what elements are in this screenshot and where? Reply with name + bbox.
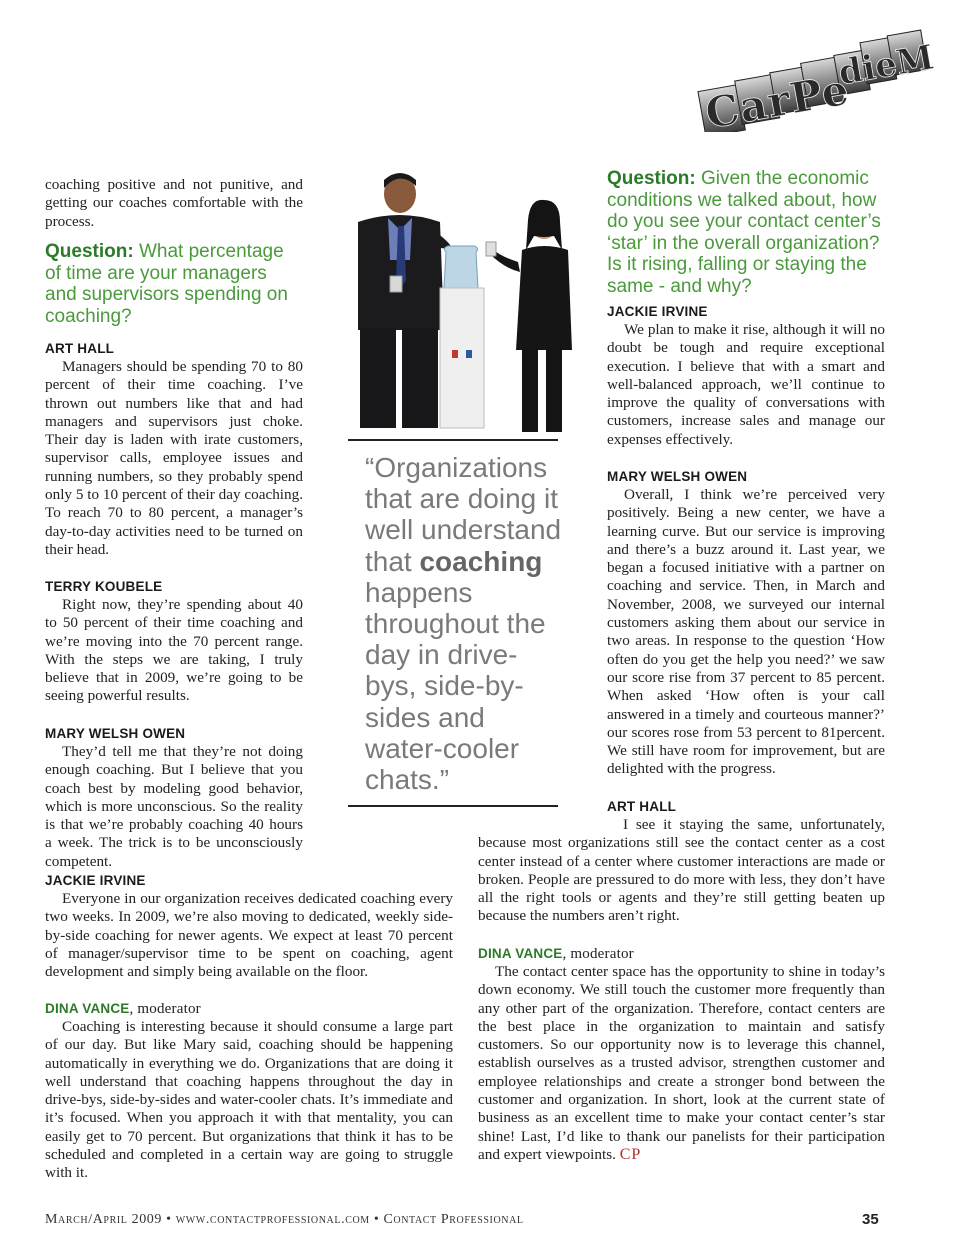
col2-question bbox=[607, 168, 885, 298]
answer-paragraph: Coaching is interesting because it should consume a large part of our day. But like Mary said, coaching should be happening automatically in everything we do. Organizations that are doing it well understand that coaching happens throughout the day in drive-bys, side-by-sides and water-cooler chats. It’s immediate and it’s focused. When you approach it with that mentality, you can easily get to 70 percent. But organizations that think it has to be scheduled and completed in a certain way are going to struggle with it. bbox=[45, 1018, 453, 1182]
moderator-name bbox=[478, 946, 634, 963]
answer-paragraph: Right now, they’re spending about 40 to 50 percent of their time coaching and we’re moving into the 70 percent range. With the steps we are taking, I truly believe that in 2009, we’re going to be seeing powerful results. bbox=[45, 596, 303, 705]
pullquote-text-start: “Organizations that are doing it well understand that bbox=[365, 452, 562, 577]
answer-paragraph: They’d tell me that they’re not doing enough coaching. But I believe that you coach best by modeling good behavior, which is more unconscious. So the reality is that we’re probably coaching 40 hours a week. The trick is to be unconsciously competent. bbox=[45, 743, 303, 870]
question-text: What percentage of time are your managers and supervisors spending on coaching? bbox=[45, 241, 288, 327]
moderator-label: DINA VANCE bbox=[478, 946, 563, 961]
moderator-name bbox=[45, 1001, 201, 1018]
answer-paragraph bbox=[478, 963, 885, 1164]
col1-question bbox=[45, 241, 303, 327]
speaker-name: JACKIE IRVINE bbox=[607, 304, 708, 319]
pullquote-rule-top bbox=[348, 439, 558, 441]
question-label: Question: bbox=[607, 168, 696, 189]
carpe-diem-logo bbox=[690, 22, 935, 132]
moderator-role: , moderator bbox=[129, 1001, 201, 1017]
speaker-name: ART HALL bbox=[45, 341, 115, 356]
col1-intro: coaching positive and not punitive, and getting our coaches comfortable with the process. bbox=[45, 176, 303, 230]
svg-text:dieM: dieM bbox=[835, 37, 935, 94]
speaker-name: MARY WELSH OWEN bbox=[607, 469, 748, 484]
speaker-name: TERRY KOUBELE bbox=[45, 579, 163, 594]
moderator-role: , moderator bbox=[562, 946, 634, 962]
pullquote bbox=[365, 452, 565, 795]
question-text: Given the economic conditions we talked about, how do you see your contact center’s ‘star’ in the overall organization? Is it rising, falling or staying the same - and why? bbox=[607, 168, 881, 297]
speaker-name: JACKIE IRVINE bbox=[45, 873, 146, 888]
water-cooler-photo bbox=[318, 170, 600, 432]
footer-text: March/April 2009 • www.contactprofessional.com • Contact Professional bbox=[45, 1212, 524, 1227]
pullquote-emphasis: coaching bbox=[419, 545, 543, 577]
speaker-name: ART HALL bbox=[607, 799, 677, 814]
closing-text: The contact center space has the opportunity to shine in today’s down economy. We still touch the customer more frequently than any other part of the organization. Therefore, contact centers are the best place in the organization to maintain and satisfy customers. So our opportunity now is to leverage this channel, establish ourselves as a trusted advisor, strengthen customer and employee relationships and create a stronger bond between the customer and organization. In short, look at the current state of business as an excellent time to make your contact center’s star shine! Last, I’d like to thank our panelists for their participation and expert viewpoints. bbox=[478, 963, 885, 1163]
question-label: Question: bbox=[45, 241, 134, 262]
speaker-name: MARY WELSH OWEN bbox=[45, 726, 186, 741]
answer-paragraph: Managers should be spending 70 to 80 percent of their time coaching. I’ve thrown out numbers like that and had managers and supervisors just choke. Their day is laden with irate customers, supervisor calls, employee issues and running numbers, so they probably spend only 5 to 10 percent of their day coaching. To reach 70 to 80 percent, a manager’s day-to-day activities need to be turned on their head. bbox=[45, 358, 303, 558]
pullquote-rule-bottom bbox=[348, 805, 558, 807]
answer-paragraph: We plan to make it rise, although it will no doubt be tough and require exceptional execution. I believe that with a smart and well-balanced approach, we’ll continue to improve the quality of conversations with customers, increase sales and manage our expenses effectively. bbox=[607, 321, 885, 448]
answer-paragraph: I see it staying the same, unfortunately, because most organizations still see the contact center as a cost center instead of a center where customer interactions are made or broken. People are pressured to do more with less, they don’t have all the right tools or agents and they’re still getting beaten up because the numbers aren’t right. bbox=[478, 816, 885, 925]
answer-paragraph: Everyone in our organization receives dedicated coaching every two weeks. In 2009, we’re also moving to dedicated, weekly side-by-side coaching for newer agents. We expect at least 70 percent of manager/supervisor time to be spent on coaching, agent development and simply being available on the floor. bbox=[45, 890, 453, 981]
page-number: 35 bbox=[862, 1211, 879, 1228]
svg-text:CarPe: CarPe bbox=[701, 64, 853, 132]
pullquote-text-end: happens throughout the day in drive-bys, side-by-sides and water-cooler chats.” bbox=[365, 576, 546, 796]
moderator-label: DINA VANCE bbox=[45, 1001, 130, 1016]
answer-paragraph: Overall, I think we’re perceived very positively. Being a new center, we have a learning curve. But our service is improving and there’s a buzz around it. Last year, we began a focused initiative with a partner on coaching and service. Then, in March and November, 2008, we surveyed our internal customers asking them about our service in two areas. In response to the question ‘How often do you get the help you need?’ we saw our score rise from 37 percent to 85 percent. When asked ‘How often is your call answered in a timely and courteous manner?’ our scores rose from 53 percent to 81percent. We still have room for improvement, but are delighted with the progress. bbox=[607, 486, 885, 778]
end-mark: CP bbox=[619, 1145, 642, 1163]
